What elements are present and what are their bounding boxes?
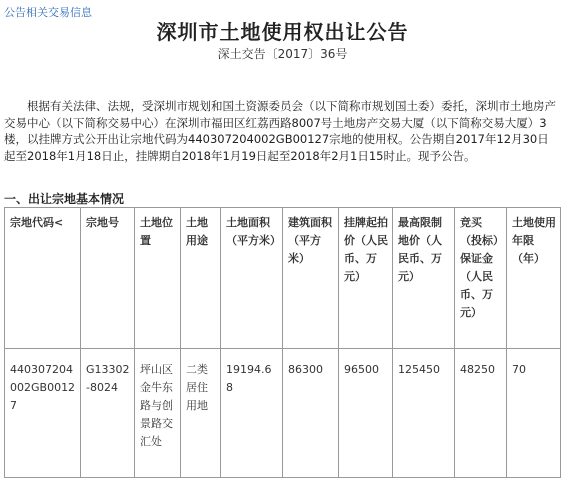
table-header-row bbox=[5, 208, 561, 349]
section-heading: 一、出让宗地基本情况 bbox=[4, 192, 125, 206]
cell-building-area: 86300 bbox=[283, 349, 339, 478]
cell-max-price: 125450 bbox=[393, 349, 455, 478]
table-row bbox=[5, 349, 561, 478]
header-parcel-code: 宗地代码< bbox=[5, 208, 81, 349]
page-title: 深圳市土地使用权出让公告 bbox=[156, 20, 409, 44]
cell-land-area: 19194.68 bbox=[221, 349, 283, 478]
header-location: 土地位置 bbox=[135, 208, 181, 349]
breadcrumb-link[interactable]: 公告相关交易信息 bbox=[4, 6, 92, 19]
cell-location: 坪山区金牛东路与创景路交汇处 bbox=[135, 349, 181, 478]
parcel-info-table bbox=[4, 207, 561, 478]
header-deposit: 竞买（投标）保证金（人民币、万元） bbox=[455, 208, 507, 349]
announcement-paragraph: 根据有关法律、法规，受深圳市规划和国土资源委员会（以下简称市规划国土委）委托，深圳市土地房产交易中心（以下简称交易中心）在深圳市福田区红荔西路8007号土地房产交易大厦（以下简称交易大厦）3楼，以挂牌方式公开出让宗地代码为440307204002GB00127宗地的使用权。公告期自2017年12月30日起至2018年1月18日止，挂牌期自2018年1月19日起至2018年2月1日15时止。现予公告。 bbox=[4, 99, 556, 163]
header-starting-price: 挂牌起拍价（人民币、万元） bbox=[339, 208, 393, 349]
header-parcel-number: 宗地号 bbox=[81, 208, 135, 349]
header-term-years: 土地使用年限（年） bbox=[507, 208, 561, 349]
cell-land-use: 二类居住用地 bbox=[181, 349, 221, 478]
header-building-area: 建筑面积（平方米） bbox=[283, 208, 339, 349]
document-number: 深土交告〔2017〕36号 bbox=[217, 47, 348, 61]
cell-deposit: 48250 bbox=[455, 349, 507, 478]
header-land-area: 土地面积（平方米） bbox=[221, 208, 283, 349]
cell-starting-price: 96500 bbox=[339, 349, 393, 478]
announcement-body bbox=[4, 98, 560, 164]
header-land-use: 土地用途 bbox=[181, 208, 221, 349]
cell-parcel-code: 440307204002GB00127 bbox=[5, 349, 81, 478]
cell-parcel-number: G13302-8024 bbox=[81, 349, 135, 478]
header-max-price: 最高限制地价（人民币、万元） bbox=[393, 208, 455, 349]
cell-term-years: 70 bbox=[507, 349, 561, 478]
